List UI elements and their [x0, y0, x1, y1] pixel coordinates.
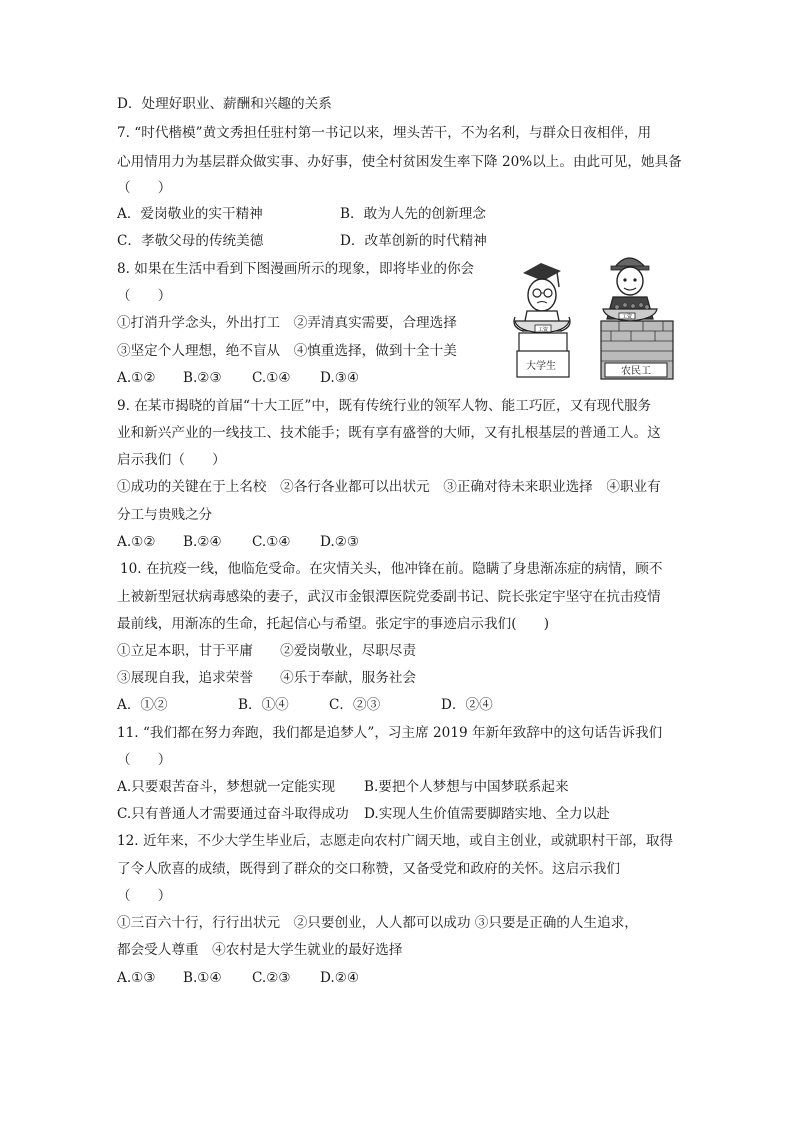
q7-stem-1: 7. “时代楷模”黄文秀担任驻村第一书记以来，埋头苦干，不为名利，与群众日夜相伴，用 [117, 125, 652, 141]
q12-option-b: B.①④ [183, 970, 222, 986]
q8-option-c: C.①④ [252, 370, 291, 386]
worker-figure [601, 258, 673, 379]
q9-choices-1: ①成功的关键在于上名校 ②各行各业都可以出状元 ③正确对待未来职业选择 ④职业有 [117, 479, 661, 495]
q9-choices-2: 分工与贵贱之分 [117, 507, 213, 523]
q9-option-c: C.①④ [252, 534, 291, 550]
cartoon-illustration [497, 247, 683, 381]
q8-option-d: D.③④ [320, 370, 360, 386]
q7-option-b: B．敢为人先的创新理念 [340, 206, 486, 222]
q11-option-c: C.只有普通人才需要通过奋斗取得成功 [117, 806, 349, 822]
q10-choices-2: ③展现自我，追求荣誉 ④乐于奉献，服务社会 [117, 670, 417, 686]
q7-stem-2: 心用情用力为基层群众做实事、办好事，使全村贫困发生率下降 20%以上。由此可见，她具备 [117, 154, 682, 170]
q12-option-d: D.②④ [320, 970, 360, 986]
q7-option-d: D．改革创新的时代精神 [340, 233, 487, 249]
graduate-figure [514, 263, 570, 377]
bowl-label-left: 工资 [537, 327, 549, 333]
q11-blank: （ ） [117, 752, 172, 768]
q10-option-a: A．①② [117, 697, 168, 713]
bowl-label-right: 工资 [621, 314, 633, 320]
q11-stem: 11. “我们都在努力奔跑，我们都是追梦人”，习主席 2019 年新年致辞中的这句话告诉我们 [117, 725, 663, 741]
q12-blank: （ ） [117, 888, 172, 904]
q10-option-c: C．②③ [329, 697, 381, 713]
q9-option-a: A.①② [117, 534, 156, 550]
q7-option-c: C．孝敬父母的传统美德 [117, 233, 264, 249]
q8-stem: 8. 如果在生活中看到下图漫画所示的现象，即将毕业的你会 [117, 261, 475, 277]
q9-option-d: D.②③ [320, 534, 360, 550]
q10-option-d: D．②④ [441, 697, 493, 713]
q12-choices-1: ①三百六十行，行行出状元 ②只要创业，人人都可以成功 ③只要是正确的人生追求， [117, 915, 638, 931]
q8-choices-2: ③坚定个人理想，绝不盲从 ④慎重选择，做到十全十美 [117, 343, 457, 359]
q12-option-a: A.①③ [117, 970, 156, 986]
q9-stem-3: 启示我们（ ） [117, 452, 226, 468]
q9-stem-1: 9. 在某市揭晓的首届“十大工匠”中，既有传统行业的领军人物、能工巧匠，又有现代服务 [117, 398, 652, 414]
q9-stem-2: 业和新兴产业的一线技工、技术能手；既有享有盛誉的大师，又有扎根基层的普通工人。这 [117, 425, 661, 441]
q10-choices-1: ①立足本职，甘于平庸 ②爱岗敬业，尽职尽责 [117, 643, 417, 659]
q12-option-c: C.②③ [252, 970, 291, 986]
q12-choices-2: 都会受人尊重 ④农村是大学生就业的最好选择 [117, 942, 403, 958]
label-migrant-worker: 农民工 [621, 366, 651, 377]
q10-option-b: B．①④ [238, 697, 289, 713]
q8-blank: （ ） [117, 288, 172, 304]
label-university-student: 大学生 [526, 361, 556, 372]
q10-stem-2: 上被新型冠状病毒感染的妻子，武汉市金银潭医院党委副书记、院长张定宇坚守在抗击疫情 [117, 589, 661, 605]
q8-choices-1: ①打消升学念头，外出打工 ②弄清真实需要，合理选择 [117, 315, 457, 331]
q7-blank: （ ） [117, 180, 172, 196]
q11-option-b: B.要把个人梦想与中国梦联系起来 [364, 779, 569, 795]
q11-option-d: D.实现人生价值需要脚踏实地、全力以赴 [364, 806, 610, 822]
q10-stem-3: 最前线，用渐冻的生命，托起信心与希望。张定宇的事迹启示我们( ) [117, 616, 550, 632]
q12-stem-1: 12. 近年来，不少大学生毕业后，志愿走向农村广阔天地，或自主创业，或就职村干部，取得 [117, 833, 674, 849]
q8-option-b: B.②③ [183, 370, 222, 386]
q11-option-a: A.只要艰苦奋斗，梦想就一定能实现 [117, 779, 336, 795]
q10-stem-1: 10. 在抗疫一线，他临危受命。在灾情关头，他冲锋在前。隐瞒了身患渐冻症的病情，顾不 [120, 561, 663, 577]
q12-stem-2: 了令人欣喜的成绩，既得到了群众的交口称赞，又备受党和政府的关怀。这启示我们 [117, 861, 620, 877]
q6-option-d: D．处理好职业、薪酬和兴趣的关系 [117, 96, 332, 112]
q9-option-b: B.②④ [183, 534, 222, 550]
q8-option-a: A.①② [117, 370, 156, 386]
q7-option-a: A．爱岗敬业的实干精神 [117, 206, 263, 222]
